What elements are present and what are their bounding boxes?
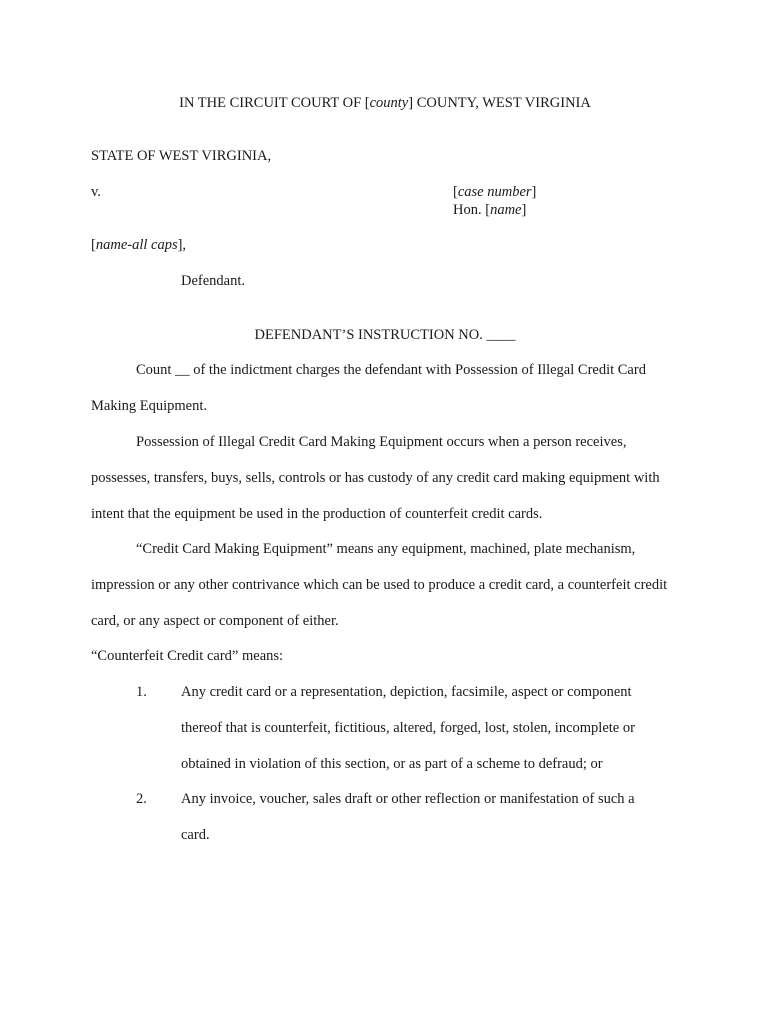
county-placeholder: county: [369, 95, 409, 111]
judge-close-bracket: ]: [521, 202, 527, 218]
defendant-name-field: [91, 236, 186, 254]
instruction-title: DEFENDANT’S INSTRUCTION NO. ____: [254, 327, 516, 343]
list-item-number: 1.: [136, 684, 147, 700]
defendant-name-placeholder: name-all caps: [95, 237, 178, 253]
versus-label: v.: [91, 184, 101, 200]
case-close-bracket: ]: [531, 184, 537, 200]
list-item-text: Any credit card or a representation, depiction, facsimile, aspect or component thereof that is counterfeit, fictitious, altered, forged, lost, stolen, incomplete or obtained in violation of this section, or as part of a scheme to defraud; or: [181, 684, 635, 772]
judge-field: [453, 201, 526, 219]
plaintiff-name: STATE OF WEST VIRGINIA,: [91, 148, 272, 164]
defendant-label: Defendant.: [181, 273, 246, 289]
case-number-field: [453, 183, 536, 201]
definition-lead: “Counterfeit Credit card” means:: [91, 648, 284, 664]
judge-name-placeholder: name: [490, 202, 522, 218]
paragraph-possession: Possession of Illegal Credit Card Making Equipment occurs when a person receives, possesses, transfers, buys, sells, controls or has custody of any credit card making equipment with intent that the equipment be used in the production of counterfeit credit cards.: [91, 434, 660, 522]
list-item-text: Any invoice, voucher, sales draft or other reflection or manifestation of such a card.: [181, 791, 635, 843]
defendant-open-bracket: [: [91, 237, 96, 253]
court-heading-suffix: ] COUNTY, WEST VIRGINIA: [408, 95, 591, 111]
case-number-placeholder: case number: [457, 184, 532, 200]
court-heading: [0, 94, 770, 112]
defendant-close-bracket: ],: [177, 237, 187, 253]
judge-prefix: Hon. [: [453, 202, 491, 218]
court-heading-prefix: IN THE CIRCUIT COURT OF [: [179, 95, 370, 111]
list-item-number: 2.: [136, 791, 147, 807]
case-open-bracket: [: [453, 184, 458, 200]
paragraph-definition-equipment: “Credit Card Making Equipment” means any equipment, machined, plate mechanism, impression or any other contrivance which can be used to produce a credit card, a counterfeit credit card, or any aspect or component of either.: [91, 541, 668, 629]
paragraph-count: Count __ of the indictment charges the defendant with Possession of Illegal Credit Card Making Equipment.: [91, 362, 646, 414]
